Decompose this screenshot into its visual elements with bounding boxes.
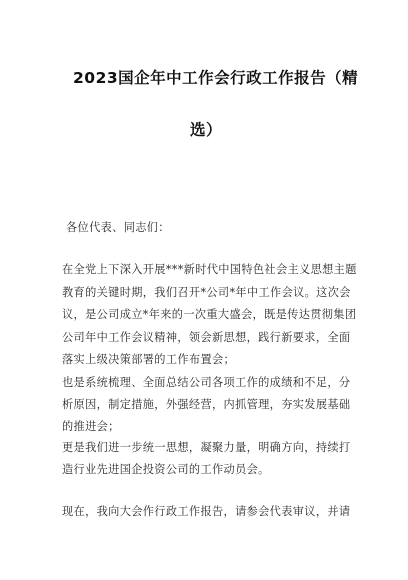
paragraph-1-line: 公司年中工作会议精神，领会新思想，践行新要求，全面	[62, 331, 351, 344]
paragraph-1-line: 落实上级决策部署的工作布置会；	[62, 353, 236, 366]
paragraph-2-line: 也是系统梳理、全面总结公司各项工作的成绩和不足，分	[62, 376, 351, 389]
document-title-line-1: 2023国企年中工作会行政工作报告（精	[73, 69, 359, 87]
paragraph-1-line: 议，是公司成立*年来的一次重大盛会，既是传达贯彻集团	[62, 308, 357, 321]
paragraph-3-line: 更是我们进一步统一思想，凝聚力量，明确方向，持续打	[62, 441, 351, 454]
paragraph-2-line: 析原因，制定措施，外强经营，内抓管理，夯实发展基础	[62, 398, 351, 411]
paragraph-2-line: 的推进会；	[62, 420, 120, 433]
paragraph-1-line: 教育的关键时期，我们召开*公司*年中工作会议。这次会	[62, 286, 351, 299]
paragraph-1-line: 在全党上下深入开展***新时代中国特色社会主义思想主题	[62, 263, 357, 276]
paragraph-4-line: 现在，我向大会作行政工作报告，请参会代表审议，并请	[62, 505, 351, 518]
document-title-line-2: 选）	[190, 121, 223, 139]
salutation: 各位代表、同志们：	[66, 221, 170, 234]
paragraph-3-line: 造行业先进国企投资公司的工作动员会。	[62, 463, 270, 476]
